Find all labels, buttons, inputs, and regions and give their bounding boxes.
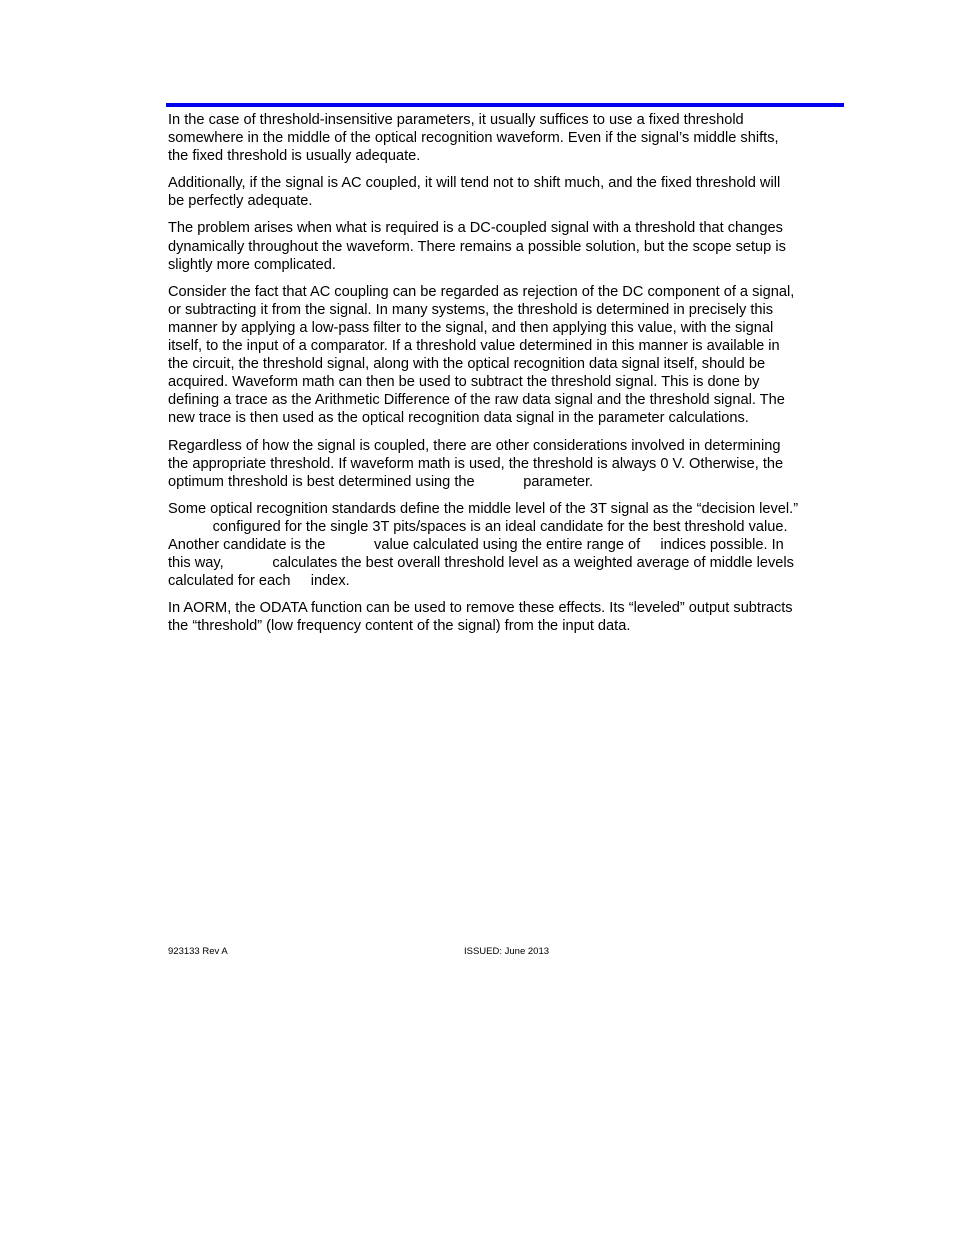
text-line: Consider the fact that AC coupling can be regarded as rejection of the DC component of a signal, bbox=[168, 283, 795, 300]
text-line: the appropriate threshold. If waveform math is used, the threshold is always 0 V. Otherwise, the bbox=[168, 455, 784, 472]
footer-issued-date: ISSUED: June 2013 bbox=[464, 946, 550, 957]
text-line: the circuit, the threshold signal, along with the optical recognition data signal itself, should be bbox=[168, 356, 766, 373]
text-line: In the case of threshold-insensitive parameters, it usually suffices to use a fixed threshold bbox=[168, 112, 744, 128]
text-line: or subtracting it from the signal. In many systems, the threshold is determined in precisely this bbox=[168, 301, 774, 318]
paragraph-1 bbox=[168, 111, 844, 165]
text-line: slightly more complicated. bbox=[168, 256, 336, 273]
text-line: itself, to the input of a comparator. If a threshold value determined in this manner is available in bbox=[168, 338, 780, 355]
paragraph-6 bbox=[168, 500, 844, 590]
text-line: new trace is then used as the optical recognition data signal in the parameter calculations. bbox=[168, 410, 749, 427]
header-rule bbox=[166, 103, 844, 107]
text-line: Additionally, if the signal is AC coupled, it will tend not to shift much, and the fixed threshold will bbox=[168, 175, 781, 192]
paragraph-7 bbox=[168, 599, 844, 635]
footer-doc-number: 923133 Rev A bbox=[168, 946, 228, 957]
text-line: the fixed threshold is usually adequate. bbox=[168, 148, 421, 165]
text-line: configured for the single 3T pits/spaces is an ideal candidate for the best threshold value. bbox=[168, 518, 788, 535]
text-line: The problem arises when what is required is a DC-coupled signal with a threshold that changes bbox=[168, 220, 783, 237]
text-line: Regardless of how the signal is coupled, there are other considerations involved in determining bbox=[168, 437, 781, 454]
paragraph-4 bbox=[168, 283, 844, 428]
paragraph-2 bbox=[168, 174, 844, 210]
text-line: dynamically throughout the waveform. There remains a possible solution, but the scope setup is bbox=[168, 238, 786, 255]
text-line: this way, calculates the best overall threshold level as a weighted average of middle levels bbox=[168, 555, 794, 572]
text-line: Another candidate is the value calculated using the entire range of indices possible. In bbox=[168, 536, 784, 553]
text-line: optimum threshold is best determined using the parameter. bbox=[168, 473, 594, 490]
paragraph-5 bbox=[168, 437, 844, 491]
paragraph-3 bbox=[168, 219, 844, 273]
text-line: acquired. Waveform math can then be used to subtract the threshold signal. This is done by bbox=[168, 374, 760, 391]
text-line: somewhere in the middle of the optical recognition waveform. Even if the signal’s middle shifts, bbox=[168, 130, 779, 147]
text-line: the “threshold” (low frequency content of the signal) from the input data. bbox=[168, 618, 631, 635]
text-line: manner by applying a low-pass filter to the signal, and then applying this value, with the signal bbox=[168, 319, 774, 336]
text-line: In AORM, the ODATA function can be used to remove these effects. Its “leveled” output subtracts bbox=[168, 600, 793, 617]
text-line: Some optical recognition standards define the middle level of the 3T signal as the “decision level.” bbox=[168, 500, 799, 517]
text-line: be perfectly adequate. bbox=[168, 193, 313, 210]
text-line: defining a trace as the Arithmetic Difference of the raw data signal and the threshold signal. The bbox=[168, 392, 785, 409]
document-body bbox=[168, 111, 844, 644]
text-line: calculated for each index. bbox=[168, 573, 350, 590]
